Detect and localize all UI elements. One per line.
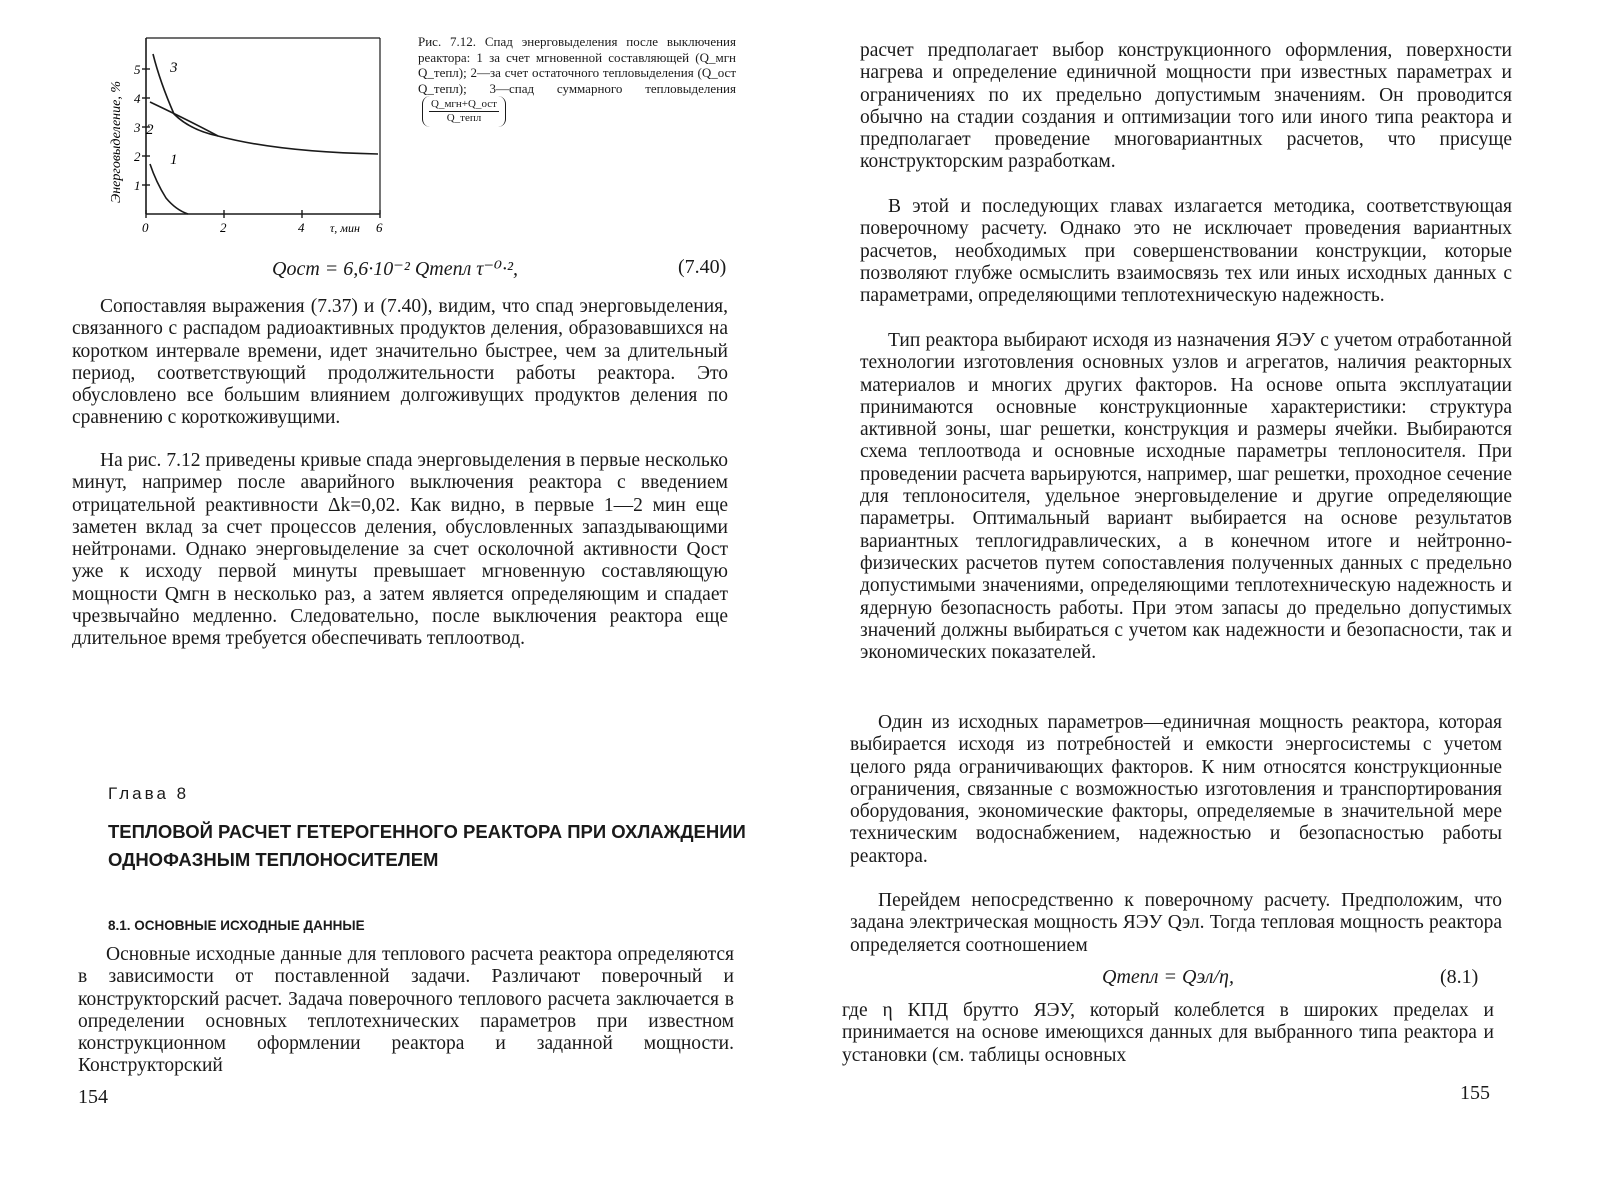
y-tick-label: 1 (134, 178, 141, 193)
y-tick-label: 3 (134, 120, 141, 135)
curve-2 (150, 102, 378, 154)
paragraph-verification: Перейдем непосредственно к поверочному расчету. Предположим, что задана электрическая мощность ЯЭУ Qэл. Тогда тепловая мощность реактора определяется соотношением (850, 890, 1502, 956)
figure-caption (418, 34, 736, 127)
curve-1 (150, 164, 188, 214)
section-title: 8.1. ОСНОВНЫЕ ИСХОДНЫЕ ДАННЫЕ (108, 918, 365, 933)
decay-chart (108, 32, 398, 242)
equation-7-40-number: (7.40) (678, 256, 727, 278)
chapter-label: Глава 8 (108, 784, 190, 803)
decay-figure (108, 32, 398, 242)
page-number-left: 154 (78, 1086, 108, 1108)
curve-label-3: 3 (170, 60, 178, 76)
y-tick-label: 5 (134, 62, 141, 77)
y-tick-label: 4 (134, 91, 141, 106)
paragraph-section-intro: Основные исходные данные для теплового расчета реактора определяются в зависимости от поставленной задачи. Различают поверочный и конструкторский расчет. Задача поверочного теплового расчета заключается в определении основных теплотехнических параметров при известном конструкционном оформлении реактора и заданной мощности. Конструкторский (78, 944, 734, 1077)
x-tick-label: 4 (298, 220, 305, 235)
paragraph-reactor-type: Тип реактора выбирают исходя из назначения ЯЭУ с учетом отработанной технологии изготовления основных узлов и агрегатов, наличия реакторных материалов и многих других факторов. На основе опыта эксплуатации принимаются основные конструкционные характеристики: структура активной зоны, шаг решетки, конструкция и размеры ячейки. Выбираются схема теплоотвода и основные исходные параметры теплоносителя. При проведении расчета варьируются, например, шаг решетки, проходное сечение для теплоносителя, удельное энерговыделение и другие определяющие параметры. Оптимальный вариант выбирается на основе результатов вариантных теплогидравлических, а в конечном итоге и нейтронно-физических расчетов путем сопоставления полученных данных с предельно допустимыми значениями, определяющими теплотехническую надежность и ядерную безопасность работы. При этом запасы до предельно допустимых значений должны выбираться с учетом как надежности и безопасности, так и экономических показателей. (860, 330, 1512, 664)
equation-8-1-number: (8.1) (1440, 966, 1479, 988)
caption-fraction-denominator: Q_тепл (446, 112, 482, 124)
y-axis-label: Энерговыделение, % (109, 81, 124, 203)
x-tick-label: 0 (142, 220, 149, 235)
y-tick-label: 2 (134, 149, 141, 164)
equation-7-40: Qост = 6,6·10⁻² Qтепл τ⁻⁰·², (272, 258, 519, 280)
chapter-title: ТЕПЛОВОЙ РАСЧЕТ ГЕТЕРОГЕННОГО РЕАКТОРА ПРИ ОХЛАЖДЕНИИ ОДНОФАЗНЫМ ТЕПЛОНОСИТЕЛЕМ (108, 821, 746, 870)
caption-fraction (422, 96, 506, 127)
paragraph-design-calc: расчет предполагает выбор конструкционного оформления, поверхности нагрева и определение единичной мощности при известных параметрах и ограничениях по их предельно допустимым значениям. Он проводится обычно на стадии создания и оптимизации того или иного типа реактора и предполагает проведение многовариантных расчетов, что присуще конструкторским разработкам. (860, 40, 1512, 173)
curve-3 (153, 54, 218, 136)
x-tick-label: 6 (376, 220, 383, 235)
curve-label-2: 2 (146, 122, 154, 138)
right-page (800, 0, 1600, 1178)
paragraph-comparison: Сопоставляя выражения (7.37) и (7.40), видим, что спад энерговыделения, связанного с распадом радиоактивных продуктов деления, образовавшихся на коротком интервале времени, идет значительно быстрее, чем за длительный период, соответствующий продолжительности работы реактора. Это обусловлено все большим влиянием долгоживущих продуктов деления по сравнению с короткоживущими. (72, 296, 728, 429)
figure-caption-text: Рис. 7.12. Спад энерговыделения после выключения реактора: 1 за счет мгновенной составляющей (Q_мгн Q_тепл); 2—за счет остаточного тепловыделения (Q_ост Q_тепл); 3—спад суммарного тепловыделения (418, 34, 736, 96)
x-tick-label: 2 (220, 220, 227, 235)
paragraph-efficiency: где η КПД брутто ЯЭУ, который колеблется в широких пределах и принимается на основе имеющихся данных для выбранного типа реактора и установки (см. таблицы основных (842, 1000, 1494, 1066)
paragraph-methodology: В этой и последующих главах излагается методика, соответствующая поверочному расчету. Однако это не исключает проведения вариантных расчетов, необходимых при совершенствовании конструкции, которые позволяют глубже осмыслить взаимосвязь тех или иных исходных данных с параметрами, определяющими теплотехническую надежность. (860, 196, 1512, 307)
x-axis-label: τ, мин (330, 221, 360, 235)
paragraph-unit-power: Один из исходных параметров—единичная мощность реактора, которая выбирается исходя из потребностей и емкости энергосистемы с учетом целого ряда ограничивающих факторов. К ним относятся конструкционные ограничения, связанные с возможностью изготовления и транспортирования оборудования, экономические факторы, определяемые в значительной мере техническим водоснабжением, надежностью и безопасностью работы реактора. (850, 712, 1502, 867)
paragraph-figure-discussion: На рис. 7.12 приведены кривые спада энерговыделения в первые несколько минут, например после аварийного выключения реактора с введением отрицательной реактивности Δk=0,02. Как видно, в первые 1—2 мин еще заметен вклад за счет процессов деления, обусловленных запаздывающими нейтронами. Однако энерговыделение за счет осколочной активности Qост уже к исходу первой минуты превышает мгновенную составляющую мощности Qмгн в несколько раз, а затем является определяющим и спадает чрезвычайно медленно. Следовательно, после выключения реактора еще длительное время требуется обеспечивать теплоотвод. (72, 450, 728, 650)
caption-fraction-numerator: Q_мгн+Q_ост (431, 98, 497, 110)
page-number-right: 155 (1460, 1082, 1490, 1104)
curve-label-1: 1 (170, 152, 178, 168)
equation-8-1: Qтепл = Qэл/η, (1102, 966, 1234, 988)
